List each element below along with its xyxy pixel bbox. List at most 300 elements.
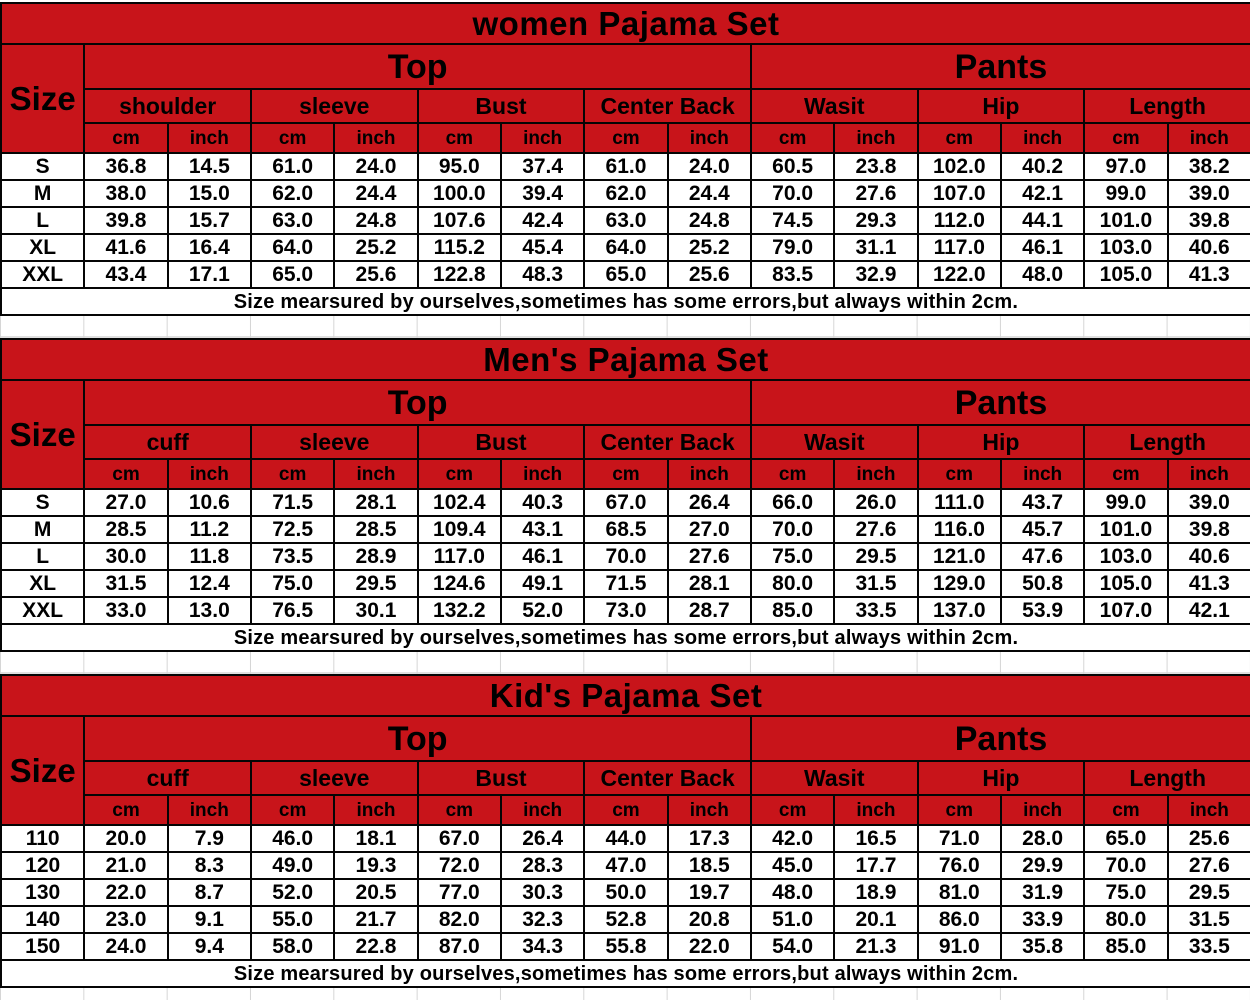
measurement-value-cell: 8.7 bbox=[168, 879, 251, 906]
size-row-label: M bbox=[1, 516, 84, 543]
unit-header-inch: inch bbox=[834, 459, 917, 489]
measurement-value-cell: 101.0 bbox=[1084, 516, 1167, 543]
unit-header-cm: cm bbox=[584, 459, 667, 489]
size-row-label: XXL bbox=[1, 597, 84, 624]
size-row-label: XL bbox=[1, 570, 84, 597]
measurement-value-cell: 12.4 bbox=[168, 570, 251, 597]
measurement-value-cell: 102.0 bbox=[918, 153, 1001, 180]
unit-header-cm: cm bbox=[84, 795, 167, 825]
measurement-value-cell: 102.4 bbox=[418, 489, 501, 516]
measurement-value-cell: 99.0 bbox=[1084, 489, 1167, 516]
measurement-value-cell: 27.6 bbox=[834, 516, 917, 543]
group-header-wasit: Wasit bbox=[751, 89, 918, 123]
unit-header-cm: cm bbox=[418, 123, 501, 153]
unit-header-inch: inch bbox=[501, 795, 584, 825]
section-header-top: Top bbox=[84, 716, 751, 761]
measurement-value-cell: 62.0 bbox=[584, 180, 667, 207]
measurement-value-cell: 27.0 bbox=[668, 516, 751, 543]
unit-header-cm: cm bbox=[751, 795, 834, 825]
group-header-bust: Bust bbox=[418, 761, 585, 795]
measurement-value-cell: 30.1 bbox=[334, 597, 417, 624]
measurement-value-cell: 29.5 bbox=[834, 543, 917, 570]
measurement-value-cell: 28.7 bbox=[668, 597, 751, 624]
measurement-value-cell: 47.0 bbox=[584, 852, 667, 879]
measurement-value-cell: 62.0 bbox=[251, 180, 334, 207]
measurement-value-cell: 117.0 bbox=[918, 234, 1001, 261]
measurement-value-cell: 65.0 bbox=[251, 261, 334, 288]
measurement-value-cell: 25.6 bbox=[334, 261, 417, 288]
measurement-value-cell: 25.2 bbox=[334, 234, 417, 261]
size-row-label: XXL bbox=[1, 261, 84, 288]
measurement-value-cell: 58.0 bbox=[251, 933, 334, 960]
size-row-label: M bbox=[1, 180, 84, 207]
measurement-value-cell: 101.0 bbox=[1084, 207, 1167, 234]
measurement-value-cell: 29.3 bbox=[834, 207, 917, 234]
measurement-value-cell: 41.3 bbox=[1168, 261, 1250, 288]
unit-header-inch: inch bbox=[1168, 123, 1250, 153]
measurement-value-cell: 66.0 bbox=[751, 489, 834, 516]
measurement-value-cell: 31.5 bbox=[834, 570, 917, 597]
measurement-value-cell: 49.0 bbox=[251, 852, 334, 879]
group-header-hip: Hip bbox=[918, 425, 1085, 459]
unit-header-cm: cm bbox=[1084, 459, 1167, 489]
group-header-length: Length bbox=[1084, 761, 1250, 795]
measurement-value-cell: 42.0 bbox=[751, 825, 834, 852]
unit-header-cm: cm bbox=[251, 795, 334, 825]
measurement-value-cell: 27.6 bbox=[1168, 852, 1250, 879]
table-row bbox=[1, 516, 1250, 543]
measurement-value-cell: 115.2 bbox=[418, 234, 501, 261]
unit-header-inch: inch bbox=[334, 795, 417, 825]
table-row bbox=[1, 180, 1250, 207]
measurement-value-cell: 52.0 bbox=[251, 879, 334, 906]
measurement-value-cell: 17.7 bbox=[834, 852, 917, 879]
measurement-value-cell: 44.1 bbox=[1001, 207, 1084, 234]
measurement-value-cell: 29.5 bbox=[334, 570, 417, 597]
measurement-value-cell: 83.5 bbox=[751, 261, 834, 288]
group-header-wasit: Wasit bbox=[751, 761, 918, 795]
unit-header-cm: cm bbox=[918, 459, 1001, 489]
measurement-value-cell: 75.0 bbox=[1084, 879, 1167, 906]
measurement-value-cell: 111.0 bbox=[918, 489, 1001, 516]
measurement-value-cell: 63.0 bbox=[251, 207, 334, 234]
measurement-value-cell: 103.0 bbox=[1084, 543, 1167, 570]
measurement-value-cell: 76.0 bbox=[918, 852, 1001, 879]
measurement-value-cell: 71.0 bbox=[918, 825, 1001, 852]
table-row bbox=[1, 597, 1250, 624]
group-header-center-back: Center Back bbox=[584, 89, 751, 123]
measurement-value-cell: 39.8 bbox=[1168, 207, 1250, 234]
measurement-value-cell: 11.8 bbox=[168, 543, 251, 570]
unit-header-cm: cm bbox=[1084, 123, 1167, 153]
unit-header-cm: cm bbox=[584, 795, 667, 825]
table-row bbox=[1, 153, 1250, 180]
measurement-value-cell: 9.1 bbox=[168, 906, 251, 933]
measurement-value-cell: 38.0 bbox=[84, 180, 167, 207]
measurement-value-cell: 48.3 bbox=[501, 261, 584, 288]
measurement-value-cell: 31.1 bbox=[834, 234, 917, 261]
unit-header-inch: inch bbox=[1168, 795, 1250, 825]
table-row bbox=[1, 933, 1250, 960]
size-row-label: XL bbox=[1, 234, 84, 261]
measurement-value-cell: 77.0 bbox=[418, 879, 501, 906]
section-header-pants: Pants bbox=[751, 44, 1250, 89]
measurement-value-cell: 24.8 bbox=[334, 207, 417, 234]
measurement-value-cell: 10.6 bbox=[168, 489, 251, 516]
size-row-label: L bbox=[1, 207, 84, 234]
measurement-value-cell: 22.0 bbox=[668, 933, 751, 960]
unit-header-cm: cm bbox=[918, 795, 1001, 825]
measurement-value-cell: 33.0 bbox=[84, 597, 167, 624]
measurement-value-cell: 43.4 bbox=[84, 261, 167, 288]
measurement-value-cell: 35.8 bbox=[1001, 933, 1084, 960]
measurement-value-cell: 28.5 bbox=[334, 516, 417, 543]
sheet-gap bbox=[0, 652, 1250, 674]
measurement-value-cell: 129.0 bbox=[918, 570, 1001, 597]
measurement-value-cell: 116.0 bbox=[918, 516, 1001, 543]
measurement-value-cell: 39.8 bbox=[1168, 516, 1250, 543]
measurement-value-cell: 18.9 bbox=[834, 879, 917, 906]
unit-header-cm: cm bbox=[1084, 795, 1167, 825]
unit-header-inch: inch bbox=[1001, 123, 1084, 153]
measurement-value-cell: 7.9 bbox=[168, 825, 251, 852]
unit-header-inch: inch bbox=[1001, 459, 1084, 489]
sheet-bottom-margin bbox=[0, 988, 1250, 1000]
size-row-label: L bbox=[1, 543, 84, 570]
measurement-value-cell: 74.5 bbox=[751, 207, 834, 234]
unit-header-inch: inch bbox=[668, 795, 751, 825]
measurement-value-cell: 33.9 bbox=[1001, 906, 1084, 933]
measurement-value-cell: 70.0 bbox=[584, 543, 667, 570]
unit-header-inch: inch bbox=[168, 459, 251, 489]
table-row bbox=[1, 261, 1250, 288]
measurement-value-cell: 24.8 bbox=[668, 207, 751, 234]
measurement-value-cell: 71.5 bbox=[251, 489, 334, 516]
size-row-label: 120 bbox=[1, 852, 84, 879]
measurement-value-cell: 82.0 bbox=[418, 906, 501, 933]
measurement-value-cell: 39.0 bbox=[1168, 180, 1250, 207]
measurement-value-cell: 20.1 bbox=[834, 906, 917, 933]
measurement-value-cell: 45.7 bbox=[1001, 516, 1084, 543]
measurement-value-cell: 63.0 bbox=[584, 207, 667, 234]
measurement-value-cell: 80.0 bbox=[1084, 906, 1167, 933]
group-header-center-back: Center Back bbox=[584, 761, 751, 795]
table-row bbox=[1, 570, 1250, 597]
measurement-value-cell: 105.0 bbox=[1084, 261, 1167, 288]
measurement-value-cell: 41.3 bbox=[1168, 570, 1250, 597]
measurement-value-cell: 109.4 bbox=[418, 516, 501, 543]
measurement-value-cell: 30.3 bbox=[501, 879, 584, 906]
measurement-value-cell: 15.0 bbox=[168, 180, 251, 207]
size-note: Size mearsured by ourselves,sometimes has some errors,but always within 2cm. bbox=[1, 288, 1250, 315]
measurement-value-cell: 81.0 bbox=[918, 879, 1001, 906]
unit-header-cm: cm bbox=[418, 459, 501, 489]
measurement-value-cell: 53.9 bbox=[1001, 597, 1084, 624]
table-title: women Pajama Set bbox=[1, 3, 1250, 44]
measurement-value-cell: 38.2 bbox=[1168, 153, 1250, 180]
measurement-value-cell: 72.0 bbox=[418, 852, 501, 879]
size-column-header: Size bbox=[1, 716, 84, 825]
measurement-value-cell: 42.4 bbox=[501, 207, 584, 234]
measurement-value-cell: 43.1 bbox=[501, 516, 584, 543]
measurement-value-cell: 24.0 bbox=[334, 153, 417, 180]
measurement-value-cell: 8.3 bbox=[168, 852, 251, 879]
size-row-label: 130 bbox=[1, 879, 84, 906]
measurement-value-cell: 16.5 bbox=[834, 825, 917, 852]
measurement-value-cell: 85.0 bbox=[1084, 933, 1167, 960]
measurement-value-cell: 14.5 bbox=[168, 153, 251, 180]
section-header-pants: Pants bbox=[751, 380, 1250, 425]
group-header-shoulder: shoulder bbox=[84, 89, 251, 123]
unit-header-cm: cm bbox=[84, 459, 167, 489]
unit-header-cm: cm bbox=[251, 123, 334, 153]
unit-header-inch: inch bbox=[1001, 795, 1084, 825]
measurement-value-cell: 75.0 bbox=[751, 543, 834, 570]
measurement-value-cell: 36.8 bbox=[84, 153, 167, 180]
unit-header-inch: inch bbox=[668, 123, 751, 153]
measurement-value-cell: 48.0 bbox=[751, 879, 834, 906]
measurement-value-cell: 122.8 bbox=[418, 261, 501, 288]
measurement-value-cell: 24.0 bbox=[668, 153, 751, 180]
measurement-value-cell: 28.1 bbox=[334, 489, 417, 516]
measurement-value-cell: 23.0 bbox=[84, 906, 167, 933]
measurement-value-cell: 55.0 bbox=[251, 906, 334, 933]
section-header-pants: Pants bbox=[751, 716, 1250, 761]
measurement-value-cell: 42.1 bbox=[1001, 180, 1084, 207]
measurement-value-cell: 19.7 bbox=[668, 879, 751, 906]
measurement-value-cell: 40.6 bbox=[1168, 543, 1250, 570]
size-table-women-pajama-set bbox=[0, 2, 1250, 316]
table-row bbox=[1, 207, 1250, 234]
measurement-value-cell: 21.7 bbox=[334, 906, 417, 933]
measurement-value-cell: 44.0 bbox=[584, 825, 667, 852]
unit-header-inch: inch bbox=[168, 795, 251, 825]
measurement-value-cell: 86.0 bbox=[918, 906, 1001, 933]
section-header-top: Top bbox=[84, 44, 751, 89]
measurement-value-cell: 39.0 bbox=[1168, 489, 1250, 516]
measurement-value-cell: 54.0 bbox=[751, 933, 834, 960]
measurement-value-cell: 122.0 bbox=[918, 261, 1001, 288]
unit-header-inch: inch bbox=[168, 123, 251, 153]
table-row bbox=[1, 543, 1250, 570]
table-title: Kid's Pajama Set bbox=[1, 675, 1250, 716]
unit-header-cm: cm bbox=[251, 459, 334, 489]
measurement-value-cell: 100.0 bbox=[418, 180, 501, 207]
measurement-value-cell: 32.9 bbox=[834, 261, 917, 288]
measurement-value-cell: 112.0 bbox=[918, 207, 1001, 234]
measurement-value-cell: 21.3 bbox=[834, 933, 917, 960]
measurement-value-cell: 16.4 bbox=[168, 234, 251, 261]
measurement-value-cell: 124.6 bbox=[418, 570, 501, 597]
measurement-value-cell: 20.8 bbox=[668, 906, 751, 933]
unit-header-cm: cm bbox=[584, 123, 667, 153]
group-header-bust: Bust bbox=[418, 89, 585, 123]
measurement-value-cell: 72.5 bbox=[251, 516, 334, 543]
measurement-value-cell: 18.5 bbox=[668, 852, 751, 879]
measurement-value-cell: 26.4 bbox=[668, 489, 751, 516]
size-row-label: 140 bbox=[1, 906, 84, 933]
measurement-value-cell: 33.5 bbox=[834, 597, 917, 624]
measurement-value-cell: 70.0 bbox=[751, 516, 834, 543]
unit-header-cm: cm bbox=[751, 123, 834, 153]
measurement-value-cell: 13.0 bbox=[168, 597, 251, 624]
size-row-label: S bbox=[1, 153, 84, 180]
size-row-label: S bbox=[1, 489, 84, 516]
unit-header-cm: cm bbox=[84, 123, 167, 153]
measurement-value-cell: 46.1 bbox=[1001, 234, 1084, 261]
measurement-value-cell: 117.0 bbox=[418, 543, 501, 570]
measurement-value-cell: 40.3 bbox=[501, 489, 584, 516]
measurement-value-cell: 99.0 bbox=[1084, 180, 1167, 207]
measurement-value-cell: 29.5 bbox=[1168, 879, 1250, 906]
group-header-length: Length bbox=[1084, 425, 1250, 459]
measurement-value-cell: 80.0 bbox=[751, 570, 834, 597]
unit-header-inch: inch bbox=[501, 123, 584, 153]
measurement-value-cell: 73.5 bbox=[251, 543, 334, 570]
measurement-value-cell: 45.4 bbox=[501, 234, 584, 261]
measurement-value-cell: 46.0 bbox=[251, 825, 334, 852]
unit-header-inch: inch bbox=[834, 123, 917, 153]
measurement-value-cell: 132.2 bbox=[418, 597, 501, 624]
measurement-value-cell: 24.4 bbox=[334, 180, 417, 207]
unit-header-inch: inch bbox=[668, 459, 751, 489]
size-table-men-s-pajama-set bbox=[0, 338, 1250, 652]
group-header-cuff: cuff bbox=[84, 761, 251, 795]
measurement-value-cell: 91.0 bbox=[918, 933, 1001, 960]
measurement-value-cell: 28.9 bbox=[334, 543, 417, 570]
size-note: Size mearsured by ourselves,sometimes has some errors,but always within 2cm. bbox=[1, 624, 1250, 651]
measurement-value-cell: 137.0 bbox=[918, 597, 1001, 624]
measurement-value-cell: 67.0 bbox=[584, 489, 667, 516]
measurement-value-cell: 24.4 bbox=[668, 180, 751, 207]
measurement-value-cell: 27.0 bbox=[84, 489, 167, 516]
unit-header-cm: cm bbox=[751, 459, 834, 489]
measurement-value-cell: 28.1 bbox=[668, 570, 751, 597]
measurement-value-cell: 55.8 bbox=[584, 933, 667, 960]
measurement-value-cell: 19.3 bbox=[334, 852, 417, 879]
measurement-value-cell: 49.1 bbox=[501, 570, 584, 597]
group-header-hip: Hip bbox=[918, 761, 1085, 795]
size-column-header: Size bbox=[1, 380, 84, 489]
measurement-value-cell: 43.7 bbox=[1001, 489, 1084, 516]
measurement-value-cell: 9.4 bbox=[168, 933, 251, 960]
measurement-value-cell: 121.0 bbox=[918, 543, 1001, 570]
measurement-value-cell: 22.0 bbox=[84, 879, 167, 906]
measurement-value-cell: 26.4 bbox=[501, 825, 584, 852]
measurement-value-cell: 27.6 bbox=[668, 543, 751, 570]
sheet-gap bbox=[0, 316, 1250, 338]
measurement-value-cell: 68.5 bbox=[584, 516, 667, 543]
measurement-value-cell: 60.5 bbox=[751, 153, 834, 180]
measurement-value-cell: 61.0 bbox=[251, 153, 334, 180]
table-row bbox=[1, 852, 1250, 879]
measurement-value-cell: 31.9 bbox=[1001, 879, 1084, 906]
table-row bbox=[1, 879, 1250, 906]
measurement-value-cell: 30.0 bbox=[84, 543, 167, 570]
measurement-value-cell: 28.0 bbox=[1001, 825, 1084, 852]
section-header-top: Top bbox=[84, 380, 751, 425]
measurement-value-cell: 76.5 bbox=[251, 597, 334, 624]
measurement-value-cell: 11.2 bbox=[168, 516, 251, 543]
unit-header-cm: cm bbox=[418, 795, 501, 825]
measurement-value-cell: 65.0 bbox=[1084, 825, 1167, 852]
measurement-value-cell: 73.0 bbox=[584, 597, 667, 624]
measurement-value-cell: 50.0 bbox=[584, 879, 667, 906]
measurement-value-cell: 27.6 bbox=[834, 180, 917, 207]
measurement-value-cell: 25.6 bbox=[1168, 825, 1250, 852]
table-title: Men's Pajama Set bbox=[1, 339, 1250, 380]
measurement-value-cell: 37.4 bbox=[501, 153, 584, 180]
table-row bbox=[1, 489, 1250, 516]
measurement-value-cell: 17.3 bbox=[668, 825, 751, 852]
measurement-value-cell: 45.0 bbox=[751, 852, 834, 879]
group-header-bust: Bust bbox=[418, 425, 585, 459]
measurement-value-cell: 85.0 bbox=[751, 597, 834, 624]
measurement-value-cell: 50.8 bbox=[1001, 570, 1084, 597]
measurement-value-cell: 103.0 bbox=[1084, 234, 1167, 261]
size-column-header: Size bbox=[1, 44, 84, 153]
measurement-value-cell: 42.1 bbox=[1168, 597, 1250, 624]
measurement-value-cell: 75.0 bbox=[251, 570, 334, 597]
unit-header-inch: inch bbox=[834, 795, 917, 825]
size-row-label: 150 bbox=[1, 933, 84, 960]
measurement-value-cell: 67.0 bbox=[418, 825, 501, 852]
measurement-value-cell: 39.4 bbox=[501, 180, 584, 207]
measurement-value-cell: 18.1 bbox=[334, 825, 417, 852]
size-table-kid-s-pajama-set bbox=[0, 674, 1250, 988]
unit-header-inch: inch bbox=[1168, 459, 1250, 489]
measurement-value-cell: 64.0 bbox=[584, 234, 667, 261]
measurement-value-cell: 65.0 bbox=[584, 261, 667, 288]
measurement-value-cell: 26.0 bbox=[834, 489, 917, 516]
measurement-value-cell: 20.0 bbox=[84, 825, 167, 852]
measurement-value-cell: 87.0 bbox=[418, 933, 501, 960]
measurement-value-cell: 28.3 bbox=[501, 852, 584, 879]
measurement-value-cell: 70.0 bbox=[1084, 852, 1167, 879]
measurement-value-cell: 33.5 bbox=[1168, 933, 1250, 960]
measurement-value-cell: 23.8 bbox=[834, 153, 917, 180]
measurement-value-cell: 15.7 bbox=[168, 207, 251, 234]
table-row bbox=[1, 234, 1250, 261]
group-header-center-back: Center Back bbox=[584, 425, 751, 459]
measurement-value-cell: 32.3 bbox=[501, 906, 584, 933]
size-note: Size mearsured by ourselves,sometimes has some errors,but always within 2cm. bbox=[1, 960, 1250, 987]
measurement-value-cell: 107.0 bbox=[1084, 597, 1167, 624]
measurement-value-cell: 25.6 bbox=[668, 261, 751, 288]
group-header-cuff: cuff bbox=[84, 425, 251, 459]
measurement-value-cell: 24.0 bbox=[84, 933, 167, 960]
measurement-value-cell: 40.6 bbox=[1168, 234, 1250, 261]
measurement-value-cell: 41.6 bbox=[84, 234, 167, 261]
table-row bbox=[1, 906, 1250, 933]
group-header-sleeve: sleeve bbox=[251, 89, 418, 123]
unit-header-inch: inch bbox=[501, 459, 584, 489]
measurement-value-cell: 107.0 bbox=[918, 180, 1001, 207]
unit-header-cm: cm bbox=[918, 123, 1001, 153]
measurement-value-cell: 48.0 bbox=[1001, 261, 1084, 288]
measurement-value-cell: 71.5 bbox=[584, 570, 667, 597]
measurement-value-cell: 34.3 bbox=[501, 933, 584, 960]
measurement-value-cell: 39.8 bbox=[84, 207, 167, 234]
measurement-value-cell: 105.0 bbox=[1084, 570, 1167, 597]
measurement-value-cell: 28.5 bbox=[84, 516, 167, 543]
measurement-value-cell: 52.8 bbox=[584, 906, 667, 933]
size-tables-container bbox=[0, 2, 1250, 988]
group-header-hip: Hip bbox=[918, 89, 1085, 123]
measurement-value-cell: 95.0 bbox=[418, 153, 501, 180]
group-header-wasit: Wasit bbox=[751, 425, 918, 459]
measurement-value-cell: 47.6 bbox=[1001, 543, 1084, 570]
